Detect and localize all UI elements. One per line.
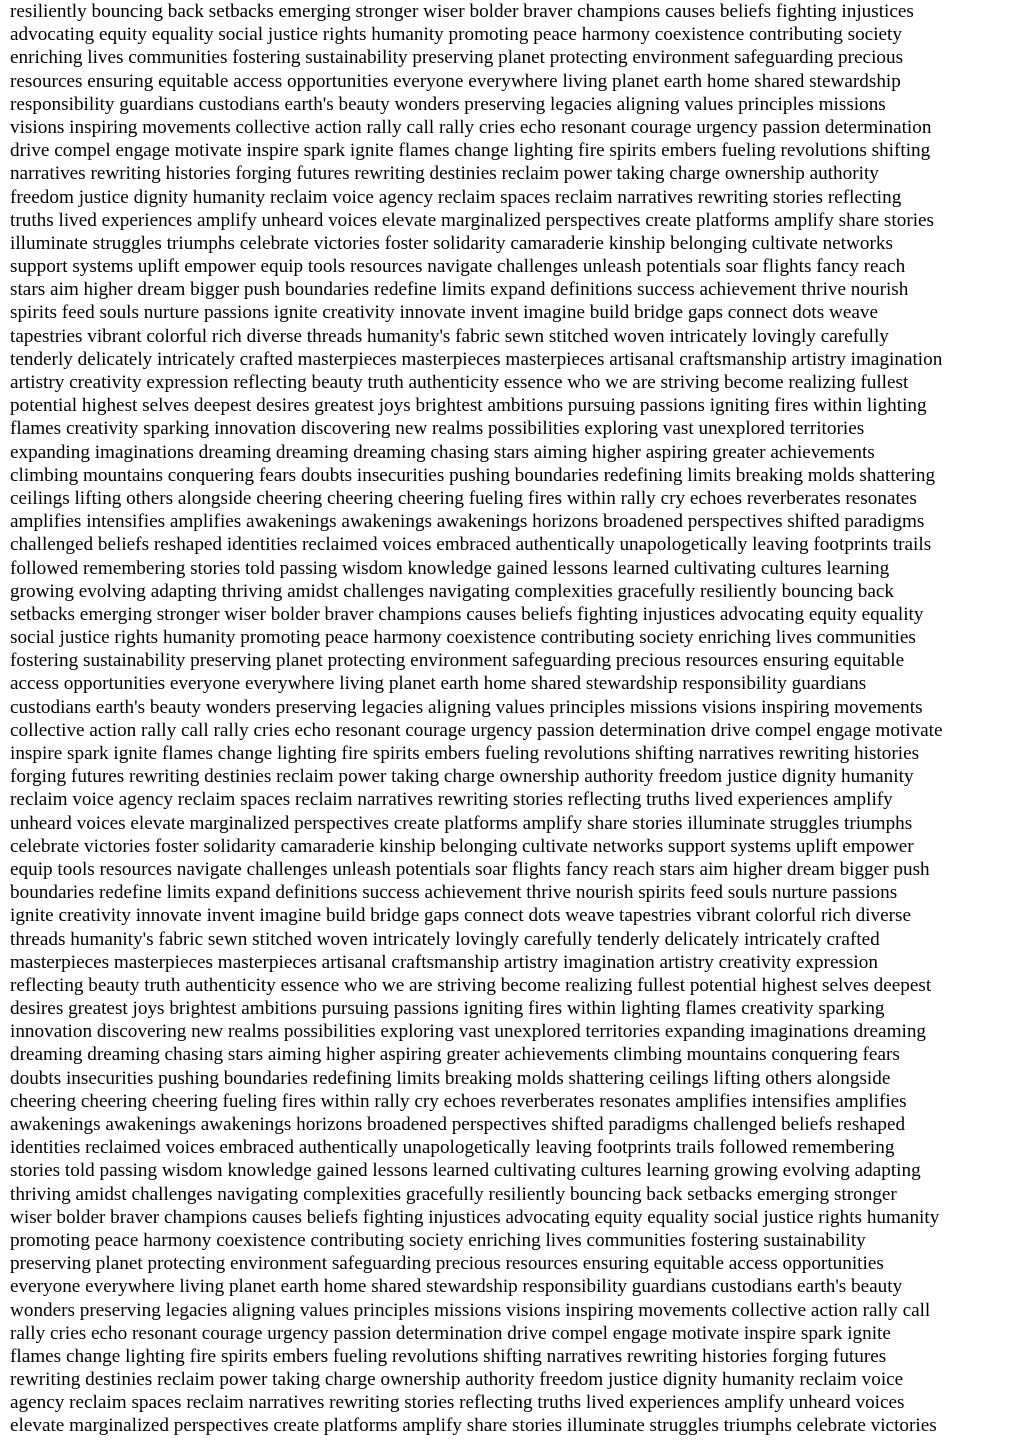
text-line: collective action rally call rally cries echo resonant courage urgency passion determination drive compel engage motivate <box>10 719 943 741</box>
text-line: reclaim voice agency reclaim spaces reclaim narratives rewriting stories reflecting truths lived experiences amplify <box>10 789 893 811</box>
text-line: expanding imaginations dreaming dreaming dreaming chasing stars aiming higher aspiring greater achievements <box>10 441 875 463</box>
text-line: forging futures rewriting destinies reclaim power taking charge ownership authority freedom justice dignity humanity <box>10 766 914 788</box>
text-line: identities reclaimed voices embraced authentically unapologetically leaving footprints trails followed remembering <box>10 1137 895 1159</box>
text-line: equip tools resources navigate challenges unleash potentials soar flights fancy reach stars aim higher dream bigger push <box>10 858 930 880</box>
text-line: desires greatest joys brightest ambitions pursuing passions igniting fires within lighting flames creativity sparking <box>10 998 885 1020</box>
text-line: elevate marginalized perspectives create platforms amplify share stories illuminate struggles triumphs celebrate victories <box>10 1415 937 1437</box>
text-line: setbacks emerging stronger wiser bolder braver champions causes beliefs fighting injustices advocating equity equality <box>10 603 924 625</box>
text-line: potential highest selves deepest desires greatest joys brightest ambitions pursuing passions igniting fires within lighting <box>10 395 927 417</box>
text-line: boundaries redefine limits expand definitions success achievement thrive nourish spirits feed souls nurture passions <box>10 882 898 904</box>
text-line: doubts insecurities pushing boundaries redefining limits breaking molds shattering ceilings lifting others alongside <box>10 1067 891 1089</box>
text-line: spirits feed souls nurture passions ignite creativity innovate invent imagine build bridge gaps connect dots weave <box>10 302 879 324</box>
text-line: preserving planet protecting environment safeguarding precious resources ensuring equitable access opportunities <box>10 1253 884 1275</box>
text-line: rewriting destinies reclaim power taking charge ownership authority freedom justice dignity humanity reclaim voice <box>10 1369 904 1391</box>
text-line: flames change lighting fire spirits embers fueling revolutions shifting narratives rewriting histories forging futures <box>10 1345 887 1367</box>
text-line: visions inspiring movements collective action rally call rally cries echo resonant courage urgency passion determination <box>10 116 932 138</box>
text-line: wiser bolder braver champions causes beliefs fighting injustices advocating equity equality social justice rights humanity <box>10 1206 940 1228</box>
text-line: custodians earth's beauty wonders preserving legacies aligning values principles missions visions inspiring movements <box>10 696 923 718</box>
text-line: enriching lives communities fostering sustainability preserving planet protecting environment safeguarding precious <box>10 47 904 69</box>
text-line: support systems uplift empower equip tools resources navigate challenges unleash potentials soar flights fancy reach <box>10 256 906 278</box>
text-line: wonders preserving legacies aligning values principles missions visions inspiring movements collective action rally call <box>10 1299 931 1321</box>
text-line: tenderly delicately intricately crafted masterpieces masterpieces masterpieces artisanal craftsmanship artistry imagination <box>10 348 943 370</box>
text-line: narratives rewriting histories forging futures rewriting destinies reclaim power taking charge ownership authority <box>10 163 879 185</box>
text-line: resiliently bouncing back setbacks emerging stronger wiser bolder braver champions causes beliefs fighting injustices <box>10 1 914 22</box>
text-line: reflecting beauty truth authenticity essence who we are striving become realizing fullest potential highest selves deepest <box>10 974 932 996</box>
document-body <box>10 0 1020 1438</box>
text-line: advocating equity equality social justice rights humanity promoting peace harmony coexistence contributing society <box>10 24 902 46</box>
text-line: social justice rights humanity promoting peace harmony coexistence contributing society enriching lives communities <box>10 627 916 649</box>
text-line: thriving amidst challenges navigating complexities gracefully resiliently bouncing back setbacks emerging stronger <box>10 1183 897 1205</box>
text-line: masterpieces masterpieces masterpieces artisanal craftsmanship artistry imagination artistry creativity expression <box>10 951 878 973</box>
text-line: tapestries vibrant colorful rich diverse threads humanity's fabric sewn stitched woven intricately lovingly carefully <box>10 325 889 347</box>
text-line: challenged beliefs reshaped identities reclaimed voices embraced authentically unapologetically leaving footprints trails <box>10 534 932 556</box>
text-line: climbing mountains conquering fears doubts insecurities pushing boundaries redefining limits breaking molds shattering <box>10 464 936 486</box>
text-line: innovation discovering new realms possibilities exploring vast unexplored territories expanding imaginations dreaming <box>10 1021 927 1043</box>
text-line: followed remembering stories told passing wisdom knowledge gained lessons learned cultivating cultures learning <box>10 557 890 579</box>
text-line: freedom justice dignity humanity reclaim voice agency reclaim spaces reclaim narratives rewriting stories reflecting <box>10 186 902 208</box>
text-line: dreaming dreaming chasing stars aiming higher aspiring greater achievements climbing mountains conquering fears <box>10 1044 900 1066</box>
text-line: ignite creativity innovate invent imagine build bridge gaps connect dots weave tapestries vibrant colorful rich diverse <box>10 905 911 927</box>
text-line: threads humanity's fabric sewn stitched woven intricately lovingly carefully tenderly delicately intricately crafted <box>10 928 880 950</box>
text-line: rally cries echo resonant courage urgency passion determination drive compel engage motivate inspire spark ignite <box>10 1322 891 1344</box>
text-line: responsibility guardians custodians earth's beauty wonders preserving legacies aligning values principles missions <box>10 93 886 115</box>
text-line: everyone everywhere living planet earth home shared stewardship responsibility guardians custodians earth's beauty <box>10 1276 903 1298</box>
text-line: awakenings awakenings awakenings horizons broadened perspectives shifted paradigms challenged beliefs reshaped <box>10 1114 906 1135</box>
text-line: growing evolving adapting thriving amidst challenges navigating complexities gracefully resiliently bouncing back <box>10 580 895 602</box>
text-line: truths lived experiences amplify unheard voices elevate marginalized perspectives create platforms amplify share stories <box>10 209 935 231</box>
text-line: amplifies intensifies amplifies awakenings awakenings awakenings horizons broadened perspectives shifted paradigms <box>10 511 925 533</box>
text-line: illuminate struggles triumphs celebrate victories foster solidarity camaraderie kinship belonging cultivate networks <box>10 232 893 254</box>
text-line: celebrate victories foster solidarity camaraderie kinship belonging cultivate networks support systems uplift empower <box>10 835 914 857</box>
text-line: fostering sustainability preserving planet protecting environment safeguarding precious resources ensuring equitable <box>10 650 905 672</box>
text-line: stars aim higher dream bigger push boundaries redefine limits expand definitions success achievement thrive nourish <box>10 279 909 301</box>
text-line: inspire spark ignite flames change lighting fire spirits embers fueling revolutions shifting narratives rewriting histories <box>10 743 920 764</box>
text-line: unheard voices elevate marginalized perspectives create platforms amplify share stories illuminate struggles triumphs <box>10 812 913 834</box>
text-line: stories told passing wisdom knowledge gained lessons learned cultivating cultures learning growing evolving adapting <box>10 1160 921 1182</box>
text-line: access opportunities everyone everywhere living planet earth home shared stewardship responsibility guardians <box>10 673 867 695</box>
text-line: flames creativity sparking innovation discovering new realms possibilities exploring vast unexplored territories <box>10 418 865 440</box>
text-line: promoting peace harmony coexistence contributing society enriching lives communities fostering sustainability <box>10 1229 866 1251</box>
text-line: drive compel engage motivate inspire spark ignite flames change lighting fire spirits embers fueling revolutions shifting <box>10 140 931 162</box>
text-line: artistry creativity expression reflecting beauty truth authenticity essence who we are striving become realizing fullest <box>10 372 909 393</box>
text-line: resources ensuring equitable access opportunities everyone everywhere living planet earth home shared stewardship <box>10 70 901 92</box>
text-line: cheering cheering cheering fueling fires within rally cry echoes reverberates resonates amplifies intensifies amplifies <box>10 1090 907 1112</box>
text-line: ceilings lifting others alongside cheering cheering cheering fueling fires within rally cry echoes reverberates resonates <box>10 487 917 509</box>
text-line: agency reclaim spaces reclaim narratives rewriting stories reflecting truths lived experiences amplify unheard voices <box>10 1392 905 1414</box>
